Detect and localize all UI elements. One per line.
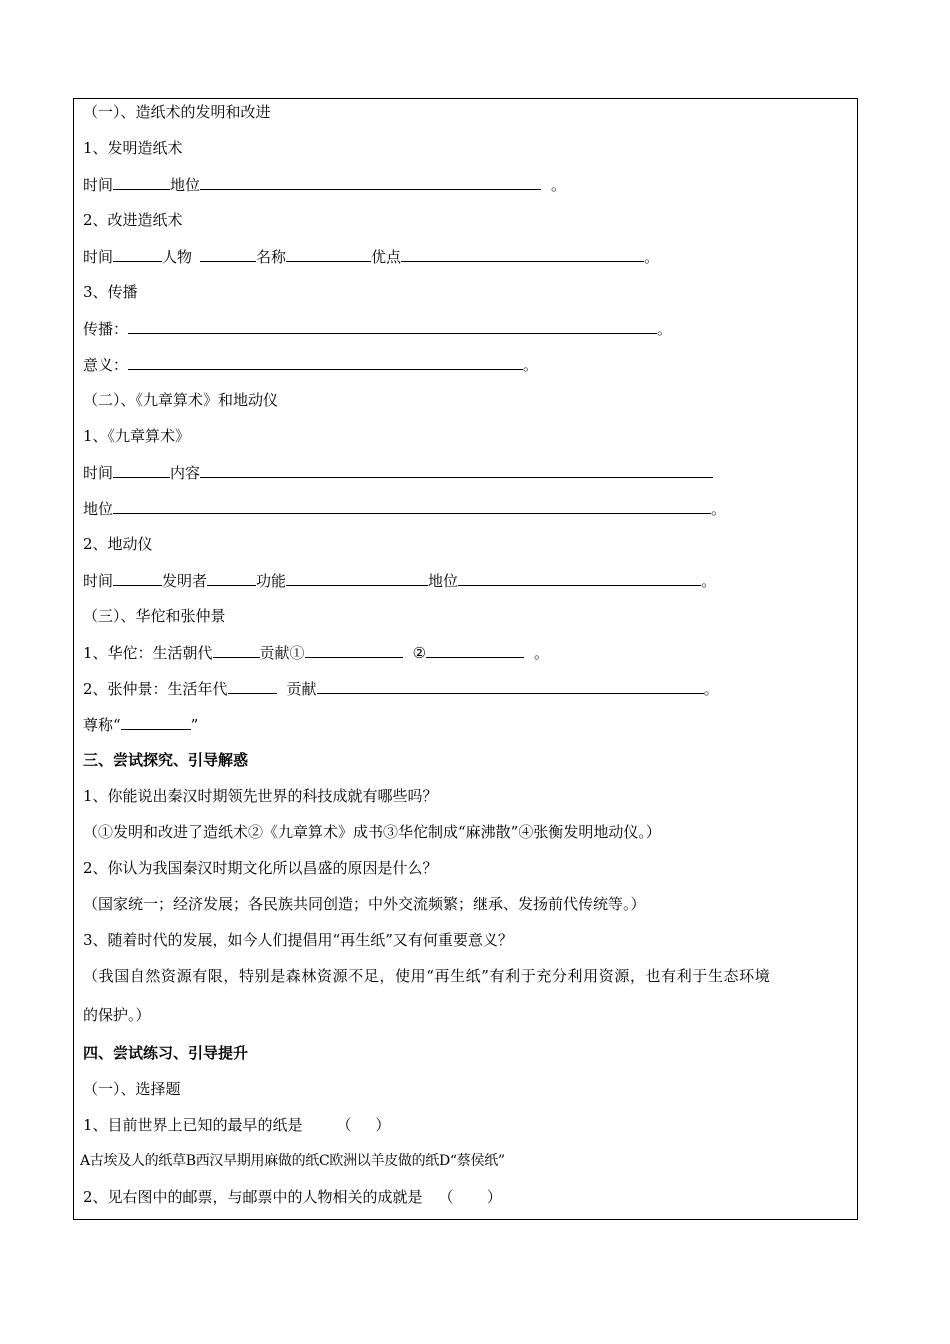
- part3-heading: 三、尝试探究、引导解惑: [83, 751, 249, 769]
- period: 。: [551, 176, 567, 194]
- position-blank-extension[interactable]: [341, 499, 711, 514]
- period: 。: [657, 320, 673, 338]
- contrib-blank[interactable]: [317, 679, 704, 694]
- section3-heading: （三）、华佗和张仲景: [83, 607, 226, 625]
- time-blank[interactable]: [113, 247, 162, 262]
- merit-blank[interactable]: [401, 247, 644, 262]
- part3-q1: 1、你能说出秦汉时期领先世界的科技成就有哪些吗？: [83, 787, 438, 805]
- period: 。: [701, 572, 717, 590]
- contrib-label: 贡献: [286, 680, 317, 698]
- content-label: 内容: [170, 464, 201, 482]
- title-line: [83, 715, 198, 734]
- section1-item1-fields: [83, 175, 566, 194]
- inventor-label: 发明者: [162, 572, 208, 590]
- section1-item1: 1、发明造纸术: [83, 139, 183, 157]
- content-blank-extension[interactable]: [419, 463, 713, 478]
- time-label: 时间: [83, 176, 114, 194]
- part4-q1-line: [83, 1116, 390, 1134]
- part3-q3: 3、随着时代的发展，如今人们提倡用“再生纸”又有何重要意义？: [83, 931, 513, 949]
- function-blank[interactable]: [286, 571, 428, 586]
- title-close: ”: [190, 716, 199, 734]
- section2-item2-fields: [83, 571, 716, 590]
- huatuo-label: 1、华佗：生活朝代: [83, 644, 213, 662]
- position-blank[interactable]: [113, 499, 341, 514]
- era-blank[interactable]: [228, 679, 277, 694]
- part4-q1: 1、目前世界上已知的最早的纸是: [83, 1116, 303, 1134]
- spread-label: 传播：: [83, 320, 129, 338]
- part4-q2-line: [83, 1188, 502, 1206]
- part4-heading: 四、尝试练习、引导提升: [83, 1044, 249, 1062]
- position-label: 地位: [428, 572, 459, 590]
- section2-item1: 1、《九章算术》: [83, 427, 191, 445]
- section2-item1-fields: [83, 463, 713, 482]
- section2-heading: （二）、《九章算术》和地动仪: [83, 391, 279, 409]
- part3-q2: 2、你认为我国秦汉时期文化所以昌盛的原因是什么？: [83, 859, 438, 877]
- spread-blank[interactable]: [128, 319, 657, 334]
- contrib2-label: ②: [412, 644, 427, 662]
- contrib-label: 贡献①: [259, 644, 305, 662]
- meaning-blank[interactable]: [128, 355, 523, 370]
- contrib2-blank[interactable]: [426, 643, 524, 658]
- position-blank[interactable]: [200, 175, 541, 190]
- part4-q1-options: A古埃及人的纸草B西汉早期用麻做的纸C欧洲以羊皮做的纸D“蔡侯纸”: [80, 1153, 505, 1169]
- contrib1-blank[interactable]: [305, 643, 403, 658]
- part3-a2: （国家统一；经济发展；各民族共同创造；中外交流频繁；继承、发扬前代传统等。）: [83, 895, 646, 913]
- time-blank[interactable]: [113, 571, 162, 586]
- time-label: 时间: [83, 464, 114, 482]
- section1-item3: 3、传播: [83, 283, 138, 301]
- time-label: 时间: [83, 572, 114, 590]
- title-open: 尊称“: [83, 716, 121, 734]
- person-blank[interactable]: [200, 247, 256, 262]
- period: 。: [534, 644, 550, 662]
- period: 。: [523, 356, 539, 374]
- section1-item2-fields: [83, 247, 659, 266]
- position-label: 地位: [83, 500, 114, 518]
- time-label: 时间: [83, 248, 114, 266]
- part4-q2: 2、见右图中的邮票，与邮票中的人物相关的成就是: [83, 1188, 423, 1206]
- part4-subheading: （一）、选择题: [83, 1080, 181, 1098]
- time-blank[interactable]: [113, 463, 170, 478]
- period: 。: [703, 680, 719, 698]
- title-blank[interactable]: [121, 715, 191, 730]
- time-blank[interactable]: [113, 175, 170, 190]
- answer-paren[interactable]: （ ）: [336, 1116, 391, 1134]
- content-blank[interactable]: [200, 463, 419, 478]
- function-label: 功能: [256, 572, 287, 590]
- name-blank[interactable]: [286, 247, 371, 262]
- spread-line: [83, 319, 672, 338]
- zhang-line: [83, 679, 719, 698]
- dynasty-blank[interactable]: [213, 643, 260, 658]
- meaning-label: 意义：: [83, 356, 129, 374]
- section2-position-line: [83, 499, 726, 518]
- huatuo-line: [83, 643, 549, 662]
- part3-a3-line1: （我国自然资源有限，特别是森林资源不足，使用“再生纸”有利于充分利用资源，也有利于生态环境: [83, 967, 771, 985]
- section2-item2: 2、地动仪: [83, 535, 153, 553]
- position-label: 地位: [170, 176, 201, 194]
- answer-paren[interactable]: （ ）: [438, 1188, 502, 1206]
- inventor-blank[interactable]: [207, 571, 256, 586]
- merit-label: 优点: [371, 248, 402, 266]
- meaning-line: [83, 355, 538, 374]
- name-label: 名称: [256, 248, 287, 266]
- period: 。: [644, 248, 660, 266]
- person-label: 人物: [162, 248, 193, 266]
- zhang-label: 2、张仲景：生活年代: [83, 680, 228, 698]
- section1-item2: 2、改进造纸术: [83, 211, 183, 229]
- period: 。: [711, 500, 727, 518]
- part3-a3-line2: 的保护。）: [83, 1006, 151, 1024]
- position-blank[interactable]: [458, 571, 701, 586]
- section1-heading: （一）、造纸术的发明和改进: [83, 103, 271, 121]
- part3-a1: （①发明和改进了造纸术②《九章算术》成书③华佗制成“麻沸散”④张衡发明地动仪。）: [83, 823, 661, 841]
